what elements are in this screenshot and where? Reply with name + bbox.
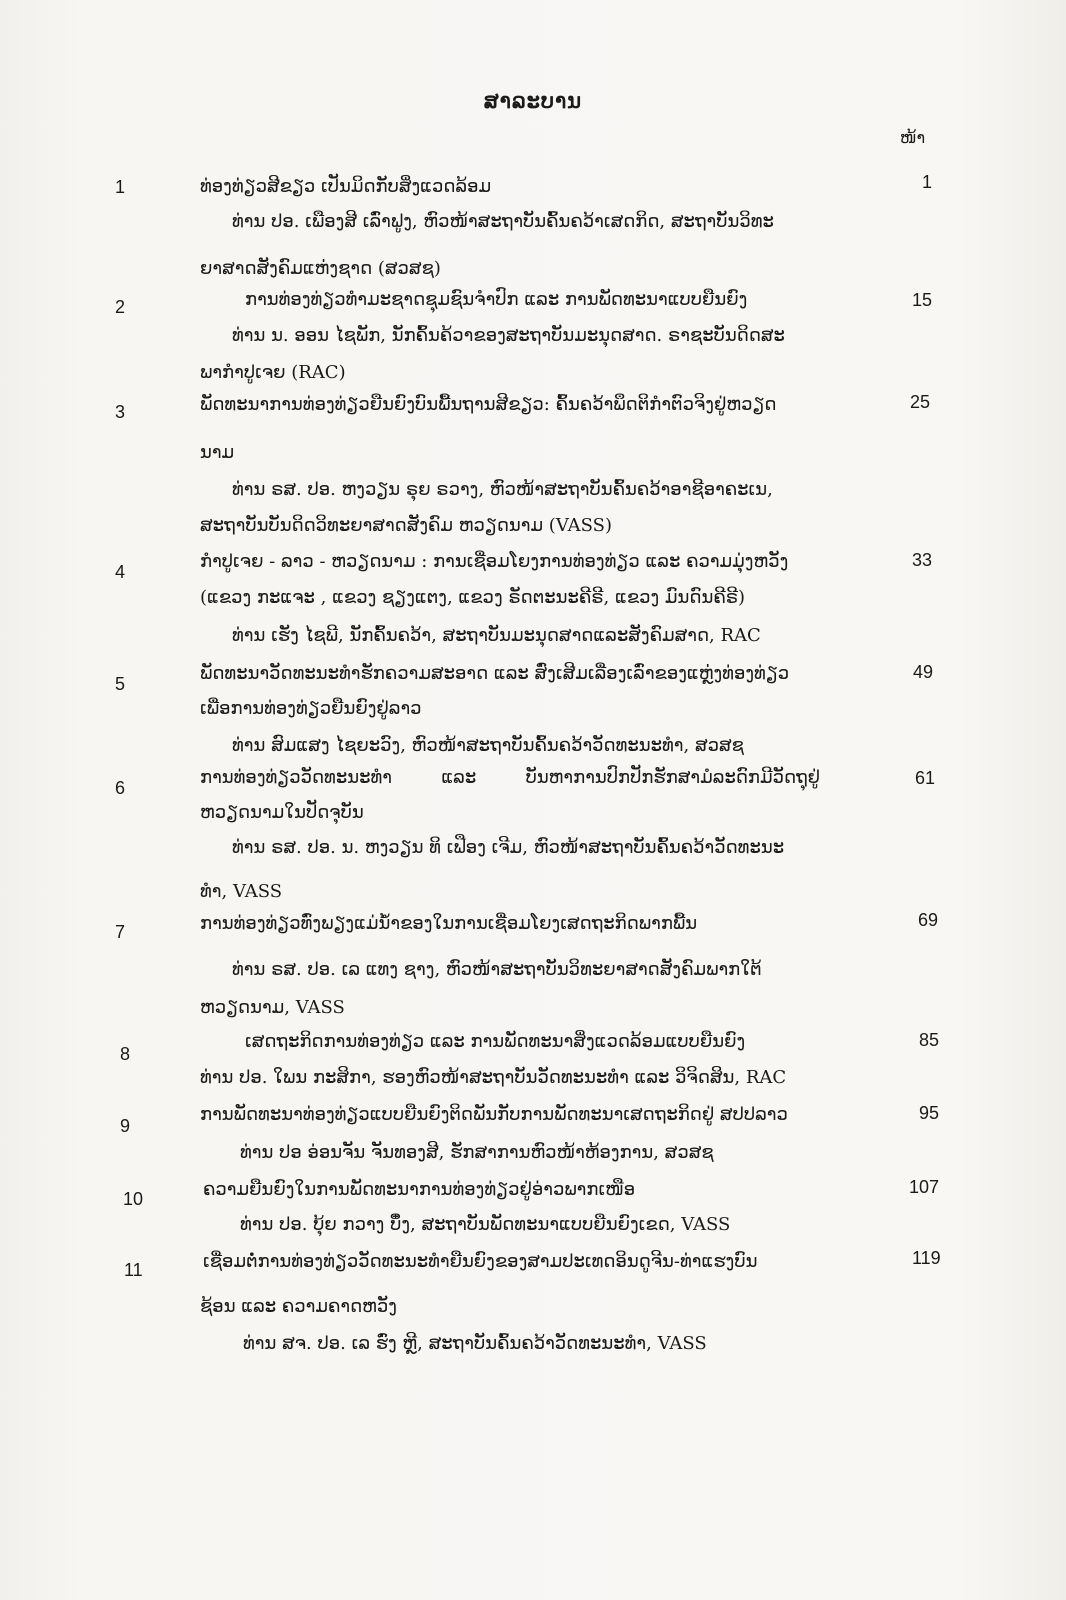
entry-number: 3 (115, 402, 126, 422)
entry-title (200, 766, 820, 790)
entry-title: (ແຂວງ ກະແຈະ , ແຂວງ ຊຽງແຕງ, ແຂວງ ຣັດຕະນະຄີຣີ, ແຂວງ ມົນດົນຄີຣີ) (200, 587, 746, 608)
entry-page: 15 (912, 290, 933, 310)
entry-page: 95 (919, 1103, 940, 1123)
entry-title: ຄວາມຍືນຍົງໃນການພັດທະນາການທ່ອງທ່ຽວຢູ່ອ່າວພາກເໜືອ (203, 1179, 636, 1200)
entry-number: 2 (115, 297, 126, 317)
entry-author: ຫວຽດນາມ, VASS (200, 997, 345, 1018)
entry-number: 8 (120, 1044, 131, 1064)
entry-author: ທ່ານ ປອ ອ່ອນຈັນ ຈັນທອງສີ, ຮັກສາການຫົວໜ້າຫ້ອງການ, ສວສຊ (240, 1142, 714, 1163)
entry-number: 5 (115, 674, 126, 694)
entry-author: ທໍາ, VASS (200, 881, 283, 902)
toc-title: ສາລະບານ (483, 88, 583, 113)
entry-author: ສະຖາບັນບັນດິດວິທະຍາສາດສັງຄົມ ຫວຽດນາມ (VASS) (200, 515, 612, 536)
entry-title: ກໍາປູເຈຍ - ລາວ - ຫວຽດນາມ : ການເຊື່ອມໂຍງການທ່ອງທ່ຽວ ແລະ ຄວາມມຸ່ງຫວັງ (200, 551, 789, 572)
entry-author: ທ່ານ ຣສ. ປອ. ເລ ແທງ ຊາງ, ຫົວໜ້າສະຖາບັນວິທະຍາສາດສັງຄົມພາກໃຕ້ (232, 959, 762, 980)
entry-title: ເຊື່ອມຕໍ່ການທ່ອງທ່ຽວວັດທະນະທໍາຍືນຍົງຂອງສາມປະເທດອິນດູຈີນ-ທ່າແຮງບົນ (203, 1251, 758, 1272)
entry-author: ຍາສາດສັງຄົມແຫ່ງຊາດ (ສວສຊ) (200, 258, 441, 279)
entry-number: 11 (124, 1260, 143, 1280)
entry-page: 25 (910, 392, 931, 412)
entry-title: ການພັດທະນາທ່ອງທ່ຽວແບບຍືນຍົງຕິດພັນກັບການພັດທະນາເສດຖະກິດຢູ່ ສປປລາວ (200, 1104, 788, 1125)
entry-page: 85 (919, 1030, 940, 1050)
entry-number: 10 (123, 1189, 144, 1209)
entry-title: ທ່ອງທ່ຽວສີຂຽວ ເປັນມິດກັບສິ່ງແວດລ້ອມ (200, 176, 492, 197)
entry-title: ເສດຖະກິດການທ່ອງທ່ຽວ ແລະ ການພັດທະນາສິ່ງແວດລ້ອມແບບຍືນຍົງ (245, 1031, 746, 1052)
entry-title: ນາມ (200, 442, 235, 463)
entry-page: 1 (922, 172, 933, 192)
entry-page: 33 (912, 550, 933, 570)
entry-number: 6 (115, 778, 126, 798)
entry-title: ເພື່ອການທ່ອງທ່ຽວຍືນຍົງຢູ່ລາວ (200, 698, 422, 719)
entry-title-segment: ການທ່ອງທ່ຽວວັດທະນະທໍາ (200, 767, 392, 788)
entry-title-segment: ບັນຫາການປົກປັກຮັກສາມໍລະດົກມີວັດຖຸຢູ່ (525, 767, 820, 788)
entry-author: ທ່ານ ເຮັງ ໄຊພີ, ນັກຄົ້ນຄວ້າ, ສະຖາບັນມະນຸດສາດແລະສັງຄົມສາດ, RAC (232, 625, 761, 646)
entry-author: ທ່ານ ຣສ. ປອ. ຫງວຽນ ຣຸຍ ຣວາງ, ຫົວໜ້າສະຖາບັນຄົ້ນຄວ້າອາຊີອາຄະເນ, (232, 479, 773, 500)
entry-title: ຊ້ອນ ແລະ ຄວາມຄາດຫວັງ (200, 1296, 397, 1317)
entry-page: 119 (912, 1248, 941, 1268)
entry-number: 1 (115, 177, 126, 197)
entry-title: ຫວຽດນາມໃນປັດຈຸບັນ (200, 802, 364, 823)
entry-title: ການທ່ອງທ່ຽວທໍາມະຊາດຊຸມຊົນຈໍາປົກ ແລະ ການພັດທະນາແບບຍືນຍົງ (245, 289, 748, 310)
entry-number: 7 (115, 922, 126, 942)
entry-title: ພັດທະນາການທ່ອງທ່ຽວຍືນຍົງບົນພື້ນຖານສີຂຽວ: ຄົ້ນຄວ້າພຶດຕິກໍາຕົວຈິງຢູ່ຫວຽດ (200, 394, 777, 415)
entry-page: 107 (909, 1177, 940, 1197)
entry-author: ທ່ານ ປອ. ບຸ້ຍ ກວາງ ບິ໋ງ, ສະຖາບັນພັດທະນາແບບຍືນຍົງເຂດ, VASS (240, 1214, 731, 1235)
entry-author: ທ່ານ ປອ. ເພືອງສີ ເລົ່າຟູງ, ຫົວໜ້າສະຖາບັນຄົ້ນຄວ້າເສດກິດ, ສະຖາບັນວິທະ (232, 211, 774, 232)
page-column-header: ໜ້າ (900, 128, 926, 147)
entry-title: ການທ່ອງທ່ຽວທົ່ງພຽງແມ່ນໍ້າຂອງໃນການເຊື່ອມໂຍງເສດຖະກິດພາກພື້ນ (200, 913, 698, 934)
entry-author: ພາກໍາປູເຈຍ (RAC) (200, 362, 346, 383)
entry-number: 9 (120, 1116, 131, 1136)
entry-author: ທ່ານ ປອ. ໃພນ ກະສິກາ, ຮອງຫົວໜ້າສະຖາບັນວັດທະນະທໍາ ແລະ ວິຈິດສິນ, RAC (200, 1067, 787, 1088)
entry-author: ທ່ານ ສົມແສງ ໄຊຍະວົງ, ຫົວໜ້າສະຖາບັນຄົ້ນຄວ້າວັດທະນະທໍາ, ສວສຊ (232, 735, 744, 756)
entry-page: 69 (918, 910, 939, 930)
entry-page: 49 (913, 662, 934, 682)
entry-title-segment: ແລະ (441, 767, 477, 788)
entry-number: 4 (115, 562, 126, 582)
entry-author: ທ່ານ ຣສ. ປອ. ນ. ຫງວຽນ ທິ ເຟືອງ ເຈີມ, ຫົວໜ້າສະຖາບັນຄົ້ນຄວ້າວັດທະນະ (232, 837, 785, 858)
entry-author: ທ່ານ ສຈ. ປອ. ເລ ຮົ່ງ ຫຼີ, ສະຖາບັນຄົ້ນຄວ້າວັດທະນະທໍາ, VASS (243, 1333, 707, 1354)
entry-page: 61 (915, 768, 936, 788)
entry-title: ພັດທະນາວັດທະນະທໍາຮັກຄວາມສະອາດ ແລະ ສົ່ງເສີມເລື່ອງເລົ່າຂອງແຫຼ່ງທ່ອງທ່ຽວ (200, 663, 790, 684)
entry-author: ທ່ານ ນ. ອອນ ໄຊພັກ, ນັກຄົ້ນຄ້ວາຂອງສະຖາບັນມະນຸດສາດ. ຣາຊະບັນດິດສະ (232, 325, 785, 346)
